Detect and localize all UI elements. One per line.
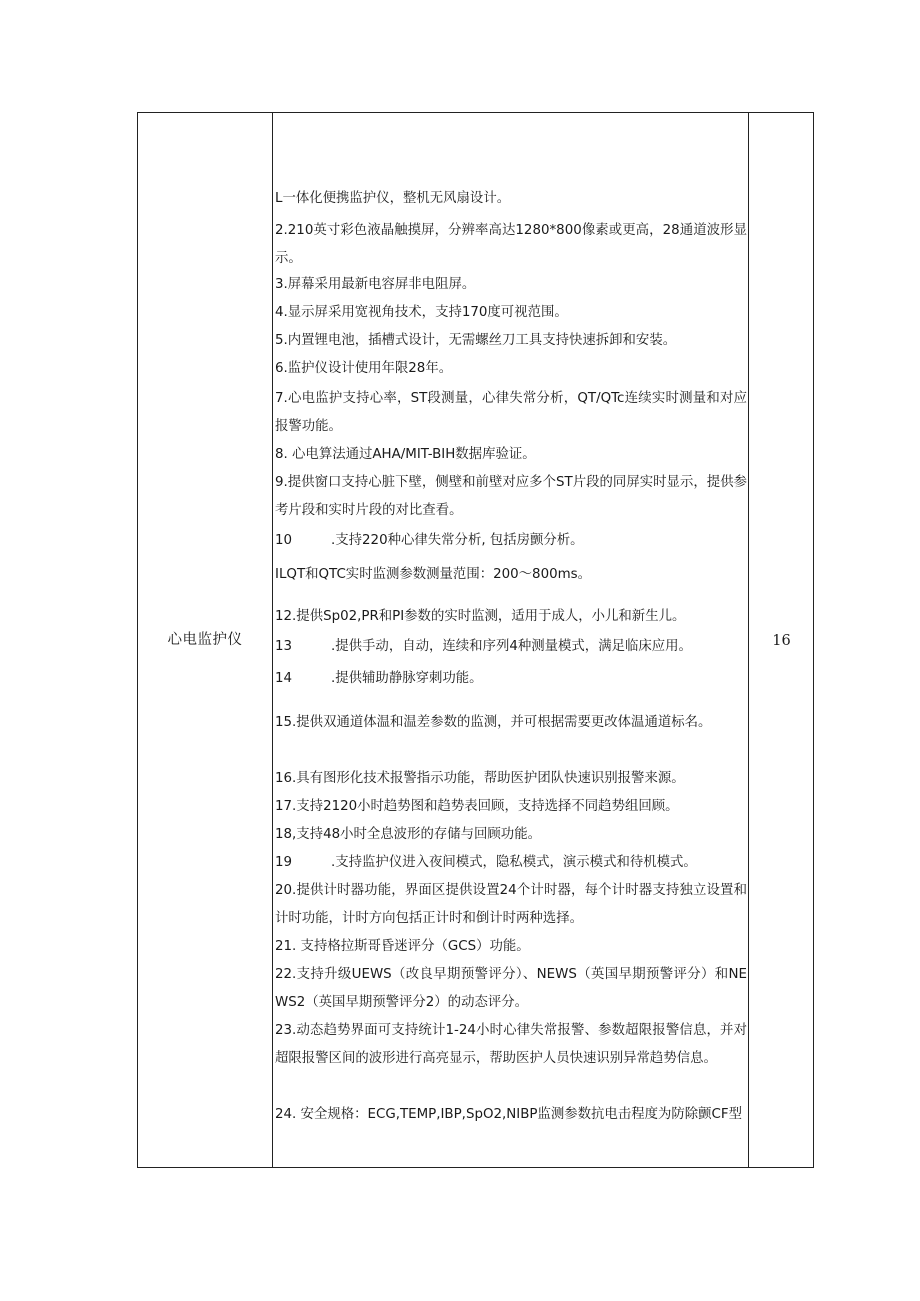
spec-item: 17.支持2120小时趋势图和趋势表回顾，支持选择不同趋势组回顾。 bbox=[275, 799, 679, 814]
spec-table bbox=[137, 112, 814, 1168]
spec-item: 8. 心电算法通过AHA/MIT-BIH数据库验证。 bbox=[275, 447, 536, 462]
spec-item: 7.心电监护支持心率，ST段测量，心律失常分析，QT/QTc连续实时测量和对应报警功能。 bbox=[275, 391, 747, 435]
spec-item: 23.动态趋势界面可支持统计1-24小时心律失常报警、参数超限报警信息，并对超限报警区间的波形进行高亮显示，帮助医护人员快速识别异常趋势信息。 bbox=[275, 1023, 747, 1067]
item-text: .提供手动，自动，连续和序列4种测量模式，满足临床应用。 bbox=[331, 639, 692, 654]
spec-item: 3.屏幕采用最新电容屏非电阻屏。 bbox=[275, 277, 476, 292]
item-number: 19 bbox=[275, 855, 293, 870]
item-number: 14 bbox=[275, 671, 293, 686]
spec-item bbox=[275, 527, 747, 555]
spec-item: 4.显示屏采用宽视角技术，支持170度可视范围。 bbox=[275, 305, 568, 320]
spec-item: 2.210英寸彩色液晶触摸屏，分辨率高达1280*800像素或更高，28通道波形显示。 bbox=[275, 223, 747, 267]
quantity-cell: 16 bbox=[772, 633, 791, 649]
spec-item: ILQT和QTC实时监测参数测量范围：200～800ms。 bbox=[275, 567, 592, 582]
item-number: 10 bbox=[275, 533, 293, 548]
item-text: .提供辅助静脉穿刺功能。 bbox=[331, 671, 483, 686]
spec-item: L一体化便携监护仪，整机无风扇设计。 bbox=[275, 191, 511, 206]
spec-item bbox=[275, 633, 747, 661]
spec-item: 20.提供计时器功能，界面区提供设置24个计时器，每个计时器支持独立设置和计时功能，计时方向包括正计时和倒计时两种选择。 bbox=[275, 883, 747, 927]
item-text: .支持220种心律失常分析, 包括房颤分析。 bbox=[331, 533, 584, 548]
spec-item: 16.具有图形化技术报警指示功能，帮助医护团队快速识别报警来源。 bbox=[275, 771, 685, 786]
spec-item: 15.提供双通道体温和温差参数的监测，并可根据需要更改体温通道标名。 bbox=[275, 715, 712, 730]
spec-item: 18,支持48小时全息波形的存储与回顾功能。 bbox=[275, 827, 541, 842]
spec-item bbox=[275, 665, 747, 693]
spec-item: 21. 支持格拉斯哥昏迷评分（GCS）功能。 bbox=[275, 939, 530, 954]
column-divider bbox=[272, 113, 273, 1167]
spec-item bbox=[275, 849, 747, 877]
spec-item: 9.提供窗口支持心脏下壁，侧壁和前壁对应多个ST片段的同屏实时显示，提供参考片段和实时片段的对比查看。 bbox=[275, 475, 747, 519]
device-name-cell: 心电监护仪 bbox=[167, 632, 243, 648]
item-number: 13 bbox=[275, 639, 293, 654]
spec-item: 12.提供Sp02,PR和PI参数的实时监测，适用于成人，小儿和新生儿。 bbox=[275, 609, 686, 624]
spec-item: 24. 安全规格：ECG,TEMP,IBP,SpO2,NIBP监测参数抗电击程度为防除颤CF型 bbox=[275, 1107, 743, 1122]
item-text: .支持监护仪进入夜间模式，隐私模式，演示模式和待机模式。 bbox=[331, 855, 697, 870]
spec-item: 5.内置锂电池，插槽式设计，无需螺丝刀工具支持快速拆卸和安装。 bbox=[275, 333, 677, 348]
spec-item: 22.支持升级UEWS（改良早期预警评分）、NEWS（英国早期预警评分）和NEWS2（英国早期预警评分2）的动态评分。 bbox=[275, 967, 747, 1011]
spec-item: 6.监护仪设计使用年限28年。 bbox=[275, 361, 453, 376]
